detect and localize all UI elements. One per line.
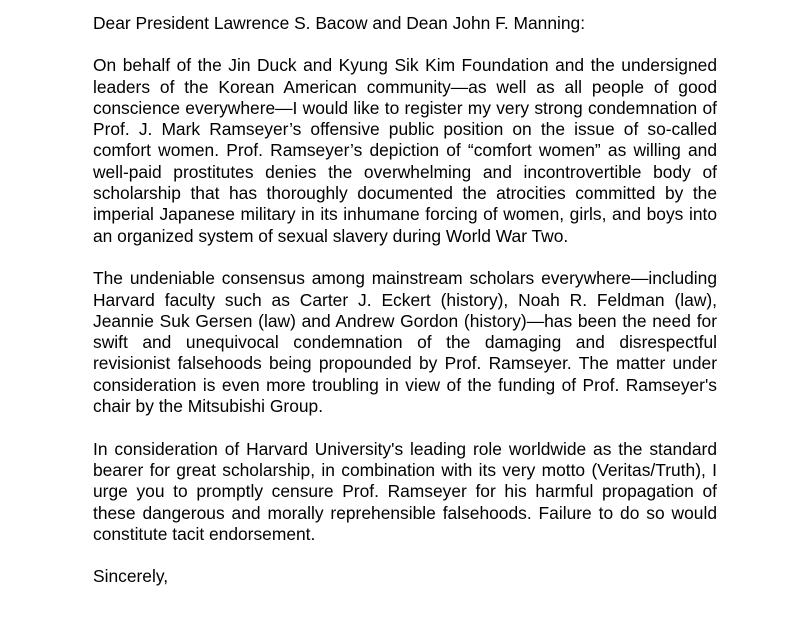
salutation [93, 13, 717, 34]
salutation-prefix: Dear President [93, 13, 209, 33]
letter-body [93, 13, 717, 588]
paragraph-condemnation: On behalf of the Jin Duck and Kyung Sik Kim Foundation and the undersigned leaders of the Korean American community—as well as all people of good conscience everywhere—I would like to register my very strong condemnation of Prof. J. Mark Ramseyer’s offensive public position on the issue of so-called comfort women. Prof. Ramseyer’s depiction of “comfort women” as willing and well-paid prostitutes denies the overwhelming and incontrovertible body of scholarship that has thoroughly documented the atrocities committed by the imperial Japanese military in its inhumane forcing of women, girls, and boys into an organized system of sexual slavery during World War Two. [93, 55, 717, 246]
salutation-recipients: Lawrence S. Bacow and Dean John F. Manning: [209, 13, 586, 33]
paragraph-scholarly-consensus: The undeniable consensus among mainstream scholars everywhere—including Harvard faculty such as Carter J. Eckert (history), Noah R. Feldman (law), Jeannie Suk Gersen (law) and Andrew Gordon (history)—has been the need for swift and unequivocal condemnation of the damaging and disrespectful revisionist falsehoods being propounded by Prof. Ramseyer. The matter under consideration is even more troubling in view of the funding of Prof. Ramseyer's chair by the Mitsubishi Group. [93, 268, 717, 417]
closing: Sincerely, [93, 566, 169, 587]
paragraph-request-censure: In consideration of Harvard University's leading role worldwide as the standard bearer for great scholarship, in combination with its very motto (Veritas/Truth), I urge you to promptly censure Prof. Ramseyer for his harmful propagation of these dangerous and morally reprehensible falsehoods. Failure to do so would constitute tacit endorsement. [93, 438, 717, 544]
